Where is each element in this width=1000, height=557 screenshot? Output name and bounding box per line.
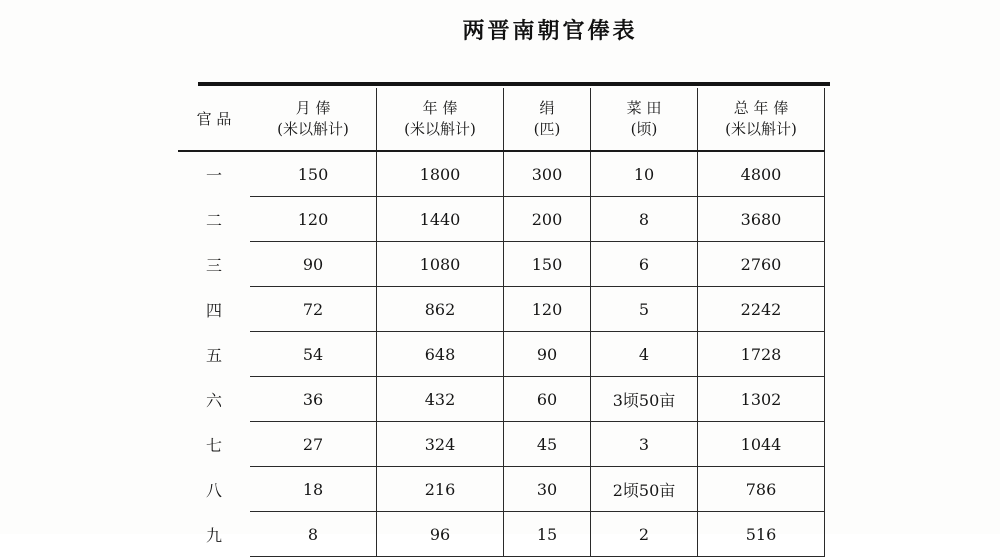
cell-monthly: 54 bbox=[250, 332, 377, 377]
cell-total: 1302 bbox=[698, 377, 825, 422]
cell-silk: 300 bbox=[504, 151, 591, 197]
header-silk: 绢 (匹) bbox=[504, 88, 591, 151]
cell-silk: 200 bbox=[504, 197, 591, 242]
cell-rank: 九 bbox=[205, 525, 222, 545]
cell-field: 3 bbox=[591, 422, 698, 467]
table-header-row bbox=[178, 88, 825, 151]
cell-silk: 30 bbox=[504, 467, 591, 512]
cell-total: 2760 bbox=[698, 242, 825, 287]
cell-field: 2顷50亩 bbox=[591, 467, 698, 512]
cell-annual: 96 bbox=[377, 512, 504, 557]
cell-monthly: 18 bbox=[250, 467, 377, 512]
cell-silk: 120 bbox=[504, 287, 591, 332]
cell-total: 2242 bbox=[698, 287, 825, 332]
cell-silk: 150 bbox=[504, 242, 591, 287]
cell-monthly: 36 bbox=[250, 377, 377, 422]
cell-field: 10 bbox=[591, 151, 698, 197]
table-row bbox=[178, 332, 825, 377]
header-total: 总 年 俸 (米以斛计) bbox=[698, 88, 825, 151]
cell-monthly: 72 bbox=[250, 287, 377, 332]
cell-total: 1728 bbox=[698, 332, 825, 377]
cell-annual: 432 bbox=[377, 377, 504, 422]
table-top-rule bbox=[198, 82, 830, 86]
cell-annual: 862 bbox=[377, 287, 504, 332]
cell-total: 3680 bbox=[698, 197, 825, 242]
table-row bbox=[178, 467, 825, 512]
cell-field: 6 bbox=[591, 242, 698, 287]
cell-field: 8 bbox=[591, 197, 698, 242]
cell-monthly: 120 bbox=[250, 197, 377, 242]
cell-monthly: 90 bbox=[250, 242, 377, 287]
cell-rank: 四 bbox=[205, 300, 222, 320]
salary-table bbox=[178, 88, 825, 557]
table-row bbox=[178, 287, 825, 332]
header-annual: 年 俸 (米以斛计) bbox=[377, 88, 504, 151]
cell-field: 2 bbox=[591, 512, 698, 557]
cell-rank: 二 bbox=[205, 210, 222, 230]
table-row bbox=[178, 242, 825, 287]
cell-silk: 45 bbox=[504, 422, 591, 467]
cell-annual: 1800 bbox=[377, 151, 504, 197]
cell-total: 4800 bbox=[698, 151, 825, 197]
table-row bbox=[178, 377, 825, 422]
cell-monthly: 27 bbox=[250, 422, 377, 467]
cell-rank: 五 bbox=[205, 345, 222, 365]
cell-monthly: 8 bbox=[250, 512, 377, 557]
header-rank: 官 品 bbox=[178, 88, 250, 151]
cell-annual: 324 bbox=[377, 422, 504, 467]
cell-rank: 八 bbox=[205, 480, 222, 500]
cell-rank: 三 bbox=[205, 255, 222, 275]
cell-annual: 1440 bbox=[377, 197, 504, 242]
cell-rank: 一 bbox=[205, 165, 222, 185]
header-monthly: 月 俸 (米以斛计) bbox=[250, 88, 377, 151]
cell-silk: 15 bbox=[504, 512, 591, 557]
header-field: 菜 田 (顷) bbox=[591, 88, 698, 151]
cell-annual: 1080 bbox=[377, 242, 504, 287]
cell-silk: 60 bbox=[504, 377, 591, 422]
cell-rank: 七 bbox=[205, 435, 222, 455]
cell-total: 516 bbox=[698, 512, 825, 557]
table-row bbox=[178, 422, 825, 467]
table-title: 两晋南朝官俸表 bbox=[462, 19, 638, 44]
table-row bbox=[178, 151, 825, 197]
cell-rank: 六 bbox=[205, 390, 222, 410]
table-row bbox=[178, 197, 825, 242]
cell-annual: 648 bbox=[377, 332, 504, 377]
cell-monthly: 150 bbox=[250, 151, 377, 197]
cell-field: 3顷50亩 bbox=[591, 377, 698, 422]
cell-silk: 90 bbox=[504, 332, 591, 377]
cell-field: 4 bbox=[591, 332, 698, 377]
cell-total: 786 bbox=[698, 467, 825, 512]
cell-annual: 216 bbox=[377, 467, 504, 512]
cell-field: 5 bbox=[591, 287, 698, 332]
table-row bbox=[178, 512, 825, 557]
cell-total: 1044 bbox=[698, 422, 825, 467]
